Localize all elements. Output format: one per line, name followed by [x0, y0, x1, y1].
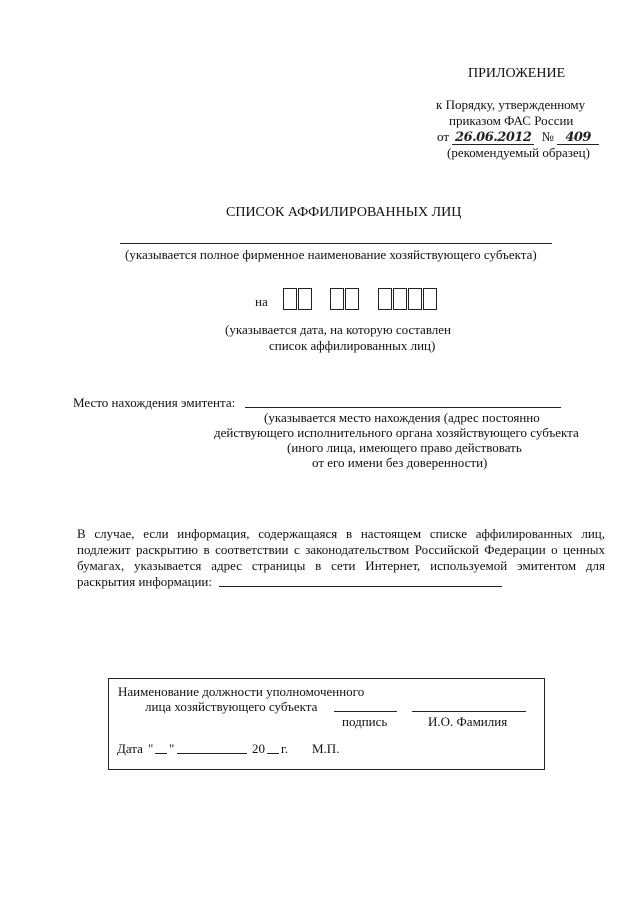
disclosure-line3: бумагах, указывается адрес страницы в сети Интернет, используемой эмитентом для — [77, 558, 605, 573]
appendix-no-label: № — [541, 129, 554, 144]
date-box-month-2 — [345, 288, 359, 310]
date-box-day-2 — [298, 288, 312, 310]
location-caption-line4: от его имени без доверенности) — [312, 455, 488, 470]
entity-name-line — [120, 243, 552, 244]
signature-position-line2: лица хозяйствующего субъекта — [145, 699, 318, 714]
date-box-year-4 — [423, 288, 437, 310]
disclosure-line1: В случае, если информация, содержащаяся в настоящем списке аффилированных лиц, — [77, 526, 605, 541]
date-caption-line2: список аффилированных лиц) — [269, 338, 436, 353]
signature-position-line1: Наименование должности уполномоченного — [118, 684, 365, 699]
signature-date-quote-open: " — [148, 741, 154, 756]
signature-sign-caption: подпись — [342, 714, 388, 729]
date-caption-line1: (указывается дата, на которую составлен — [225, 322, 452, 337]
signature-date-label: Дата — [117, 741, 143, 756]
location-line — [245, 407, 561, 408]
entity-name-caption: (указывается полное фирменное наименование хозяйствующего субъекта) — [125, 247, 537, 262]
signature-name-caption: И.О. Фамилия — [428, 714, 508, 729]
signature-sign-line — [334, 711, 397, 712]
appendix-line-fas: приказом ФАС России — [449, 113, 574, 128]
location-caption-line1: (указывается место нахождения (адрес постоянно — [264, 410, 540, 425]
disclosure-url-line — [219, 586, 502, 587]
disclosure-line2: подлежит раскрытию в соответствии с законодательством Российской Федерации о ценных — [77, 542, 605, 557]
signature-year-prefix: 20 — [252, 741, 265, 756]
signature-month-line — [177, 753, 247, 754]
location-caption-line3: (иного лица, имеющего право действовать — [287, 440, 522, 455]
signature-name-line — [412, 711, 526, 712]
date-box-year-2 — [393, 288, 407, 310]
appendix-note: (рекомендуемый образец) — [447, 145, 590, 160]
document-heading: СПИСОК АФФИЛИРОВАННЫХ ЛИЦ — [226, 205, 462, 220]
signature-day-line — [155, 753, 167, 754]
appendix-handwritten-date: 26.06.2012 — [452, 131, 534, 145]
signature-date-quote-close: " — [169, 741, 175, 756]
signature-year-line — [267, 753, 279, 754]
date-box-year-1 — [378, 288, 392, 310]
date-box-day-1 — [283, 288, 297, 310]
date-box-month-1 — [330, 288, 344, 310]
appendix-title: ПРИЛОЖЕНИЕ — [468, 66, 566, 81]
date-box-year-3 — [408, 288, 422, 310]
appendix-line-order: к Порядку, утвержденному — [436, 97, 586, 112]
appendix-from-label: от — [437, 129, 450, 144]
disclosure-line4: раскрытия информации: — [77, 574, 212, 589]
location-caption-line2: действующего исполнительного органа хозяйствующего субъекта — [214, 425, 579, 440]
appendix-handwritten-number: 409 — [557, 131, 599, 145]
date-boxes — [283, 288, 443, 310]
signature-year-suffix: г. — [281, 741, 289, 756]
signature-stamp: М.П. — [312, 741, 340, 756]
appendix-date-row — [437, 129, 599, 145]
date-label: на — [255, 294, 268, 309]
location-label: Место нахождения эмитента: — [73, 395, 236, 410]
